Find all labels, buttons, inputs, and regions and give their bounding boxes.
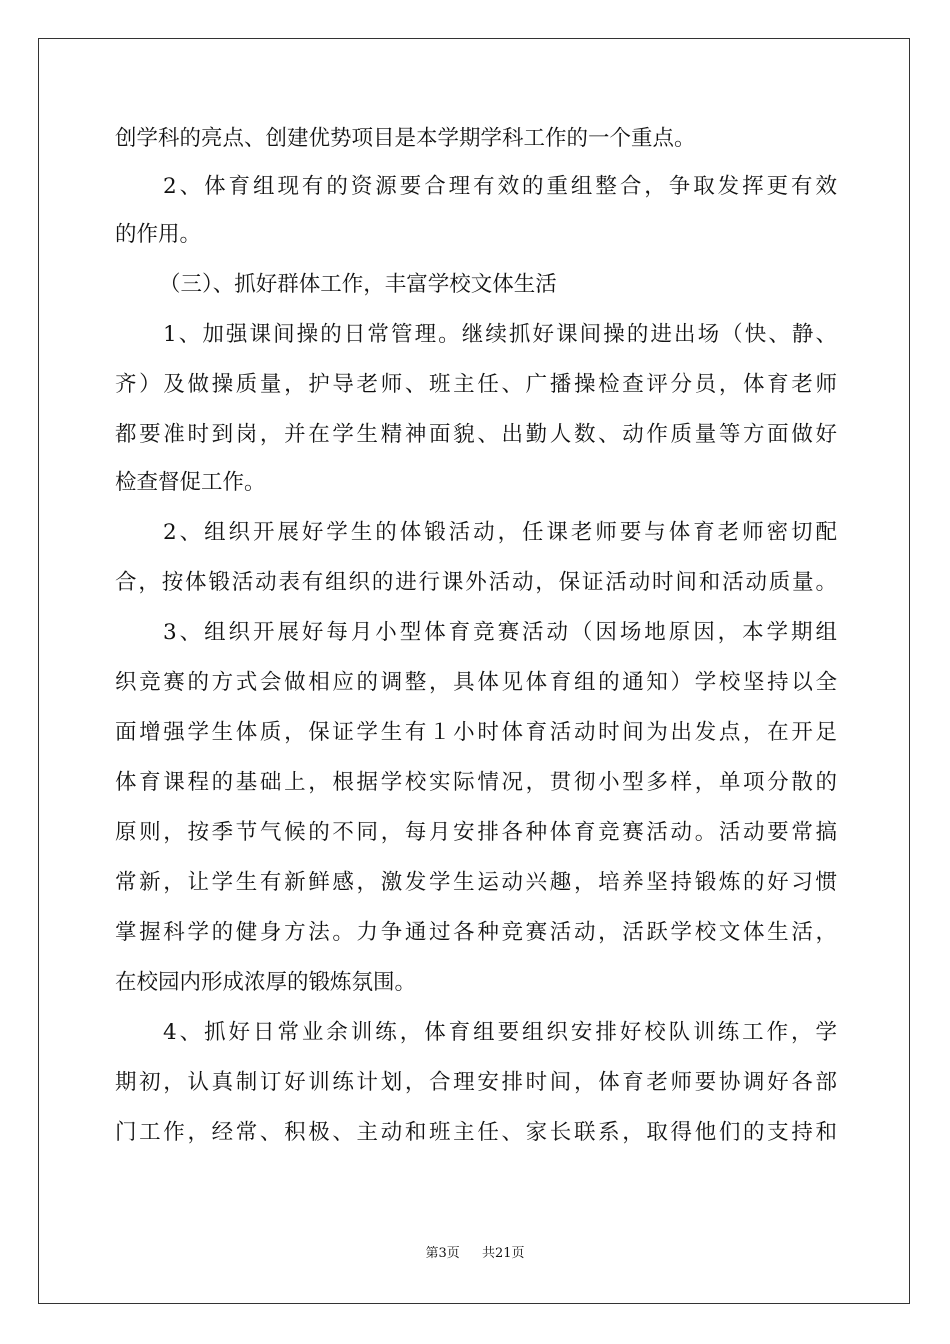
text-line: 常新，让学生有新鲜感，激发学生运动兴趣，培养坚持锻炼的好习惯 bbox=[115, 870, 837, 895]
paragraph-line: 2、体育组现有的资源要合理有效的重组整合，争取发挥更有效 bbox=[163, 174, 837, 199]
page-number: 第3页 bbox=[425, 1246, 460, 1261]
paragraph-line: 1、加强课间操的日常管理。继续抓好课间操的进出场（快、静、 bbox=[163, 322, 837, 347]
section-heading: （三）、抓好群体工作，丰富学校文体生活 bbox=[159, 272, 557, 297]
text-line: 掌握科学的健身方法。力争通过各种竞赛活动，活跃学校文体生活， bbox=[115, 920, 837, 945]
paragraph-line: 3、组织开展好每月小型体育竞赛活动（因场地原因，本学期组 bbox=[163, 620, 837, 645]
text-line: 织竞赛的方式会做相应的调整，具体见体育组的通知）学校坚持以全 bbox=[115, 670, 837, 695]
paragraph-line: 2、组织开展好学生的体锻活动，任课老师要与体育老师密切配 bbox=[163, 520, 837, 545]
text-line: 体育课程的基础上，根据学校实际情况，贯彻小型多样，单项分散的 bbox=[115, 770, 837, 795]
text-line: 期初，认真制订好训练计划，合理安排时间，体育老师要协调好各部 bbox=[115, 1070, 837, 1095]
text-line: 的作用。 bbox=[115, 222, 202, 247]
text-line: 门工作，经常、积极、主动和班主任、家长联系，取得他们的支持和 bbox=[115, 1120, 837, 1145]
text-line: 检查督促工作。 bbox=[115, 470, 266, 495]
page-footer bbox=[0, 1246, 950, 1262]
text-line: 合，按体锻活动表有组织的进行课外活动，保证活动时间和活动质量。 bbox=[115, 570, 837, 595]
text-line: 面增强学生体质，保证学生有１小时体育活动时间为出发点，在开足 bbox=[115, 720, 837, 745]
text-line: 都要准时到岗，并在学生精神面貌、出勤人数、动作质量等方面做好 bbox=[115, 422, 837, 447]
paragraph-line: 4、抓好日常业余训练，体育组要组织安排好校队训练工作，学 bbox=[163, 1020, 837, 1045]
page-total: 共21页 bbox=[482, 1246, 525, 1261]
text-line: 在校园内形成浓厚的锻炼氛围。 bbox=[115, 970, 417, 995]
text-line: 齐）及做操质量，护导老师、班主任、广播操检查评分员，体育老师 bbox=[115, 372, 837, 397]
text-line: 原则，按季节气候的不同，每月安排各种体育竞赛活动。活动要常搞 bbox=[115, 820, 837, 845]
text-line: 创学科的亮点、创建优势项目是本学期学科工作的一个重点。 bbox=[115, 126, 696, 151]
